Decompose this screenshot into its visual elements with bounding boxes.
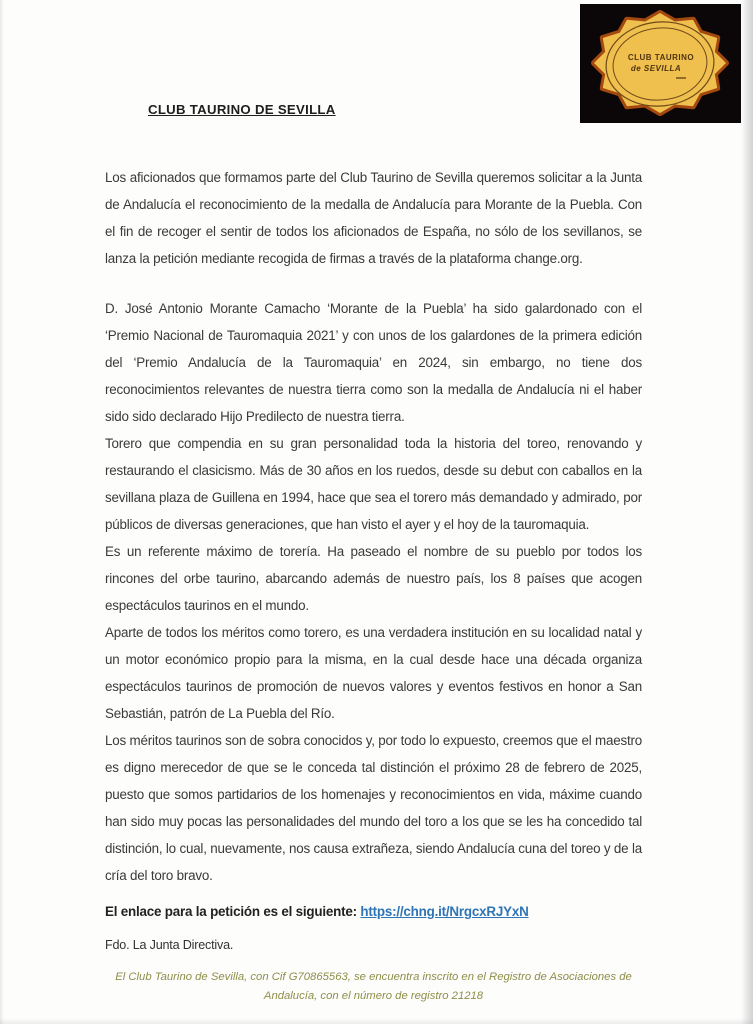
paragraph-merits: Los méritos taurinos son de sobra conocidos y, por todo lo expuesto, creemos que el maestro es digno merecedor de que se le conceda tal distinción el próximo 28 de febrero de 2025, puesto que somos partidarios de los homenajes y reconocimientos en vida, máxime cuando han sido muy pocas las personalidades del mundo del toro a los que se les ha concedido tal distinción, lo cual, nuevamente, nos causa extrañeza, siendo Andalucía cuna del toreo y de la cría del toro bravo. (105, 733, 642, 883)
signature-line: Fdo. La Junta Directiva. (105, 938, 234, 952)
page-edge-shadow-right (741, 0, 753, 1024)
paragraph-hometown: Aparte de todos los méritos como torero, es una verdadera institución en su localidad natal y un motor económico propio para la misma, en la cual desde hace una década organiza espectáculos taurinos de promoción de nuevos valores y eventos festivos en honor a San Sebastián, patrón de La Puebla del Río. (105, 625, 642, 721)
logo-text-line1: CLUB TAURINO (627, 53, 695, 62)
petition-link-label: El enlace para la petición es el siguiente: (105, 904, 357, 919)
letter-body (105, 164, 642, 1006)
petition-link[interactable]: https://chng.it/NrgcxRJYxN (360, 904, 529, 919)
paragraph-reference: Es un referente máximo de torería. Ha paseado el nombre de su pueblo por todos los rincones del orbe taurino, abarcando además de nuestro país, los 8 países que acogen espectáculos taurinos en el mundo. (105, 544, 642, 613)
paragraph-intro: Los aficionados que formamos parte del Club Taurino de Sevilla queremos solicitar a la Junta de Andalucía el reconocimiento de la medalla de Andalucía para Morante de la Puebla. Con el fin de recoger el sentir de todos los aficionados de España, no sólo de los sevillanos, se lanza la petición mediante recogida de firmas a través de la plataforma change.org. (105, 170, 642, 266)
paragraph-awards: D. José Antonio Morante Camacho ‘Morante de la Puebla’ ha sido galardonado con el ‘Premio Nacional de Tauromaquia 2021’ y con unos de los galardones de la primera edición del ‘Premio Andalucía de la Tauromaquia’ en 2024, sin embargo, no tiene dos reconocimientos relevantes de nuestra tierra como son la medalla de Andalucía ni el haber sido sido declarado Hijo Predilecto de nuestra tierra. (105, 301, 642, 424)
registration-footer: El Club Taurino de Sevilla, con Cif G70865563, se encuentra inscrito en el Registro de Asociaciones de Andalucía, con el número de registro 21218 (115, 971, 632, 1002)
petition-link-line (105, 898, 642, 925)
club-logo (580, 4, 741, 123)
page-edge-shadow-left (0, 0, 4, 1024)
club-logo-icon (580, 4, 741, 123)
paragraph-career: Torero que compendia en su gran personalidad toda la historia del toreo, renovando y restaurando el clasicismo. Más de 30 años en los ruedos, desde su debut con caballos en la sevillana plaza de Guillena en 1994, hace que sea el torero más demandado y admirado, por públicos de diversas generaciones, que han visto el ayer y el hoy de la tauromaquia. (105, 436, 642, 532)
page-title: CLUB TAURINO DE SEVILLA (148, 102, 336, 117)
page-edge-shadow-bottom (0, 1018, 753, 1024)
logo-text-line2: de SEVILLA (630, 64, 682, 73)
